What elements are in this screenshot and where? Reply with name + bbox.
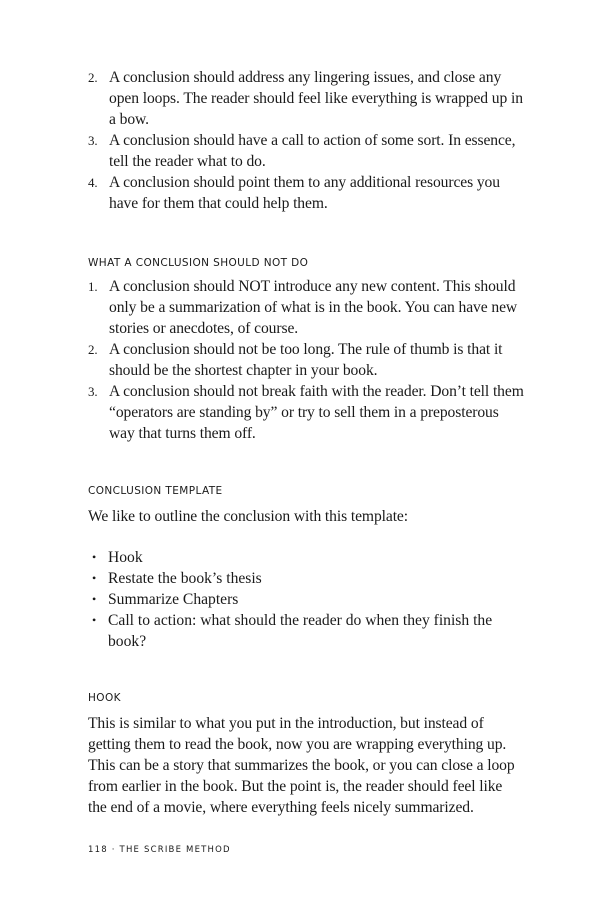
list-item	[88, 67, 524, 130]
bullet-item	[92, 547, 522, 568]
list-item-number: 3.	[88, 384, 98, 399]
bullet-item	[92, 610, 522, 652]
section-heading-not-do: WHAT A CONCLUSION SHOULD NOT DO	[88, 257, 309, 269]
list-item-text: A conclusion should have a call to action of some sort. In essence, tell the reader what to do.	[109, 132, 516, 170]
list-item	[88, 130, 524, 172]
list-item-text: A conclusion should not be too long. The rule of thumb is that it should be the shortest chapter in your book.	[109, 341, 503, 379]
list-item	[88, 339, 524, 381]
list-item	[88, 381, 524, 444]
list-item-text: A conclusion should NOT introduce any new content. This should only be a summarization of what is in the book. You can have new stories or anecdotes, of course.	[109, 278, 518, 337]
list-item	[88, 172, 524, 214]
bullet-text: Hook	[108, 549, 143, 566]
bullet-icon: •	[92, 613, 97, 627]
footer-separator: ·	[111, 845, 116, 855]
list-item-number: 3.	[88, 133, 98, 148]
bullet-item	[92, 589, 522, 610]
list-item-number: 1.	[88, 279, 98, 294]
book-title: THE SCRIBE METHOD	[119, 845, 231, 855]
list-item-text: A conclusion should not break faith with the reader. Don’t tell them “operators are standing by” or try to sell them in a preposterous way that turns them off.	[109, 383, 524, 442]
bullet-text: Restate the book’s thesis	[108, 570, 262, 587]
conclusion-should-list	[88, 67, 524, 214]
bullet-icon: •	[92, 571, 97, 585]
list-item-text: A conclusion should address any lingering issues, and close any open loops. The reader should feel like everything is wrapped up in a bow.	[109, 69, 523, 128]
section-heading-hook: HOOK	[88, 692, 121, 704]
list-item-number: 2.	[88, 70, 98, 85]
template-intro: We like to outline the conclusion with this template:	[88, 508, 408, 525]
list-item-number: 2.	[88, 342, 98, 357]
bullet-text: Summarize Chapters	[108, 591, 239, 608]
bullet-icon: •	[92, 550, 97, 564]
section-heading-template: CONCLUSION TEMPLATE	[88, 485, 223, 497]
list-item	[88, 276, 524, 339]
list-item-number: 4.	[88, 175, 98, 190]
hook-paragraph: This is similar to what you put in the introduction, but instead of getting them to read the book, now you are wrapping everything up. This can be a story that summarizes the book, or you can close a loop from earlier in the book. But the point is, the reader should feel like the end of a movie, where everything feels nicely summarized.	[88, 715, 515, 816]
list-item-text: A conclusion should point them to any additional resources you have for them that could help them.	[109, 174, 500, 212]
bullet-icon: •	[92, 592, 97, 606]
conclusion-should-not-list	[88, 276, 524, 444]
page-footer	[88, 845, 231, 855]
page-number: 118	[88, 845, 108, 855]
template-bullet-list	[92, 547, 522, 652]
bullet-item	[92, 568, 522, 589]
bullet-text: Call to action: what should the reader do when they finish the book?	[108, 612, 493, 650]
